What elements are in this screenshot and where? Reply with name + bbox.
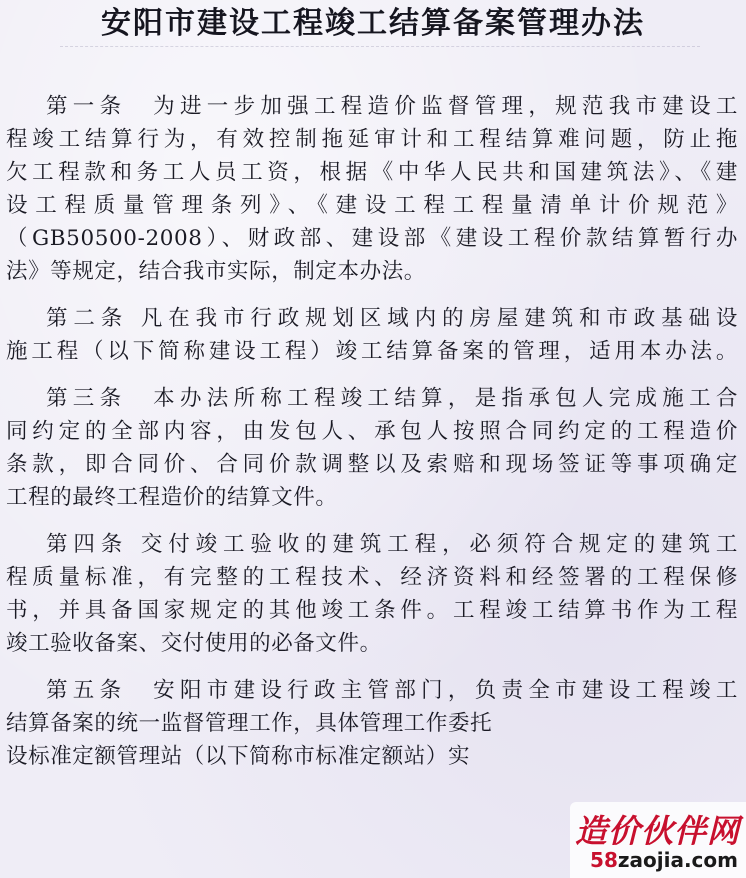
text-line: 程竣工结算行为，有效控制拖延审计和工程结算难问题，防止拖 <box>6 127 738 152</box>
text-line: 结算备案的统一监督管理工作，具体管理工作委托 <box>6 711 493 736</box>
text-line: 施工程（以下简称建设工程）竣工结算备案的管理，适用本办法。 <box>6 339 738 364</box>
text-line: 工程的最终工程造价的结算文件。 <box>6 485 338 510</box>
watermark-url <box>590 848 738 872</box>
show-through-text <box>60 46 700 65</box>
text-line: 条款，即合同价、合同价款调整以及索赔和现场签证等事项确定 <box>6 452 738 477</box>
text-line: 程质量标准，有完整的工程技术、经济资料和经签署的工程保修 <box>6 565 738 590</box>
watermark-url-domain: zaojia.com <box>617 848 738 872</box>
article-3 <box>0 382 746 514</box>
document-title: 安阳市建设工程竣工结算备案管理办法 <box>101 6 645 41</box>
document-body <box>0 90 746 787</box>
article-5 <box>0 674 746 773</box>
text-line: 第一条 为进一步加强工程造价监督管理，规范我市建设工 <box>46 94 738 119</box>
watermark-url-number: 58 <box>590 848 618 872</box>
article-2 <box>0 302 746 368</box>
text-line: 第五条 安阳市建设行政主管部门，负责全市建设工程竣工 <box>46 678 738 703</box>
site-watermark <box>570 802 746 878</box>
article-1 <box>0 90 746 288</box>
text-line: 第二条 凡在我市行政规划区域内的房屋建筑和市政基础设 <box>46 306 738 331</box>
text-line: 竣工验收备案、交付使用的必备文件。 <box>6 631 382 656</box>
text-line: 第四条 交付竣工验收的建筑工程，必须符合规定的建筑工 <box>46 532 738 557</box>
text-line: （GB50500-2008）、财政部、建设部《建设工程价款结算暂行办 <box>6 226 738 251</box>
watermark-logo-text: 造价伙伴网 <box>574 812 740 850</box>
text-line: 设标准定额管理站（以下简称市标准定额站）实 <box>6 744 471 769</box>
text-line: 第三条 本办法所称工程竣工结算，是指承包人完成施工合 <box>46 386 738 411</box>
text-line: 法》等规定，结合我市实际，制定本办法。 <box>6 259 426 284</box>
text-line: 书，并具备国家规定的其他竣工条件。工程竣工结算书作为工程 <box>6 598 738 623</box>
article-4 <box>0 528 746 660</box>
text-line: 欠工程款和务工人员工资，根据《中华人民共和国建筑法》、《建 <box>6 160 738 185</box>
text-line: 同约定的全部内容，由发包人、承包人按照合同约定的工程造价 <box>6 419 738 444</box>
text-line: 设工程质量管理条列》、《建设工程工程量清单计价规范》 <box>6 193 738 218</box>
